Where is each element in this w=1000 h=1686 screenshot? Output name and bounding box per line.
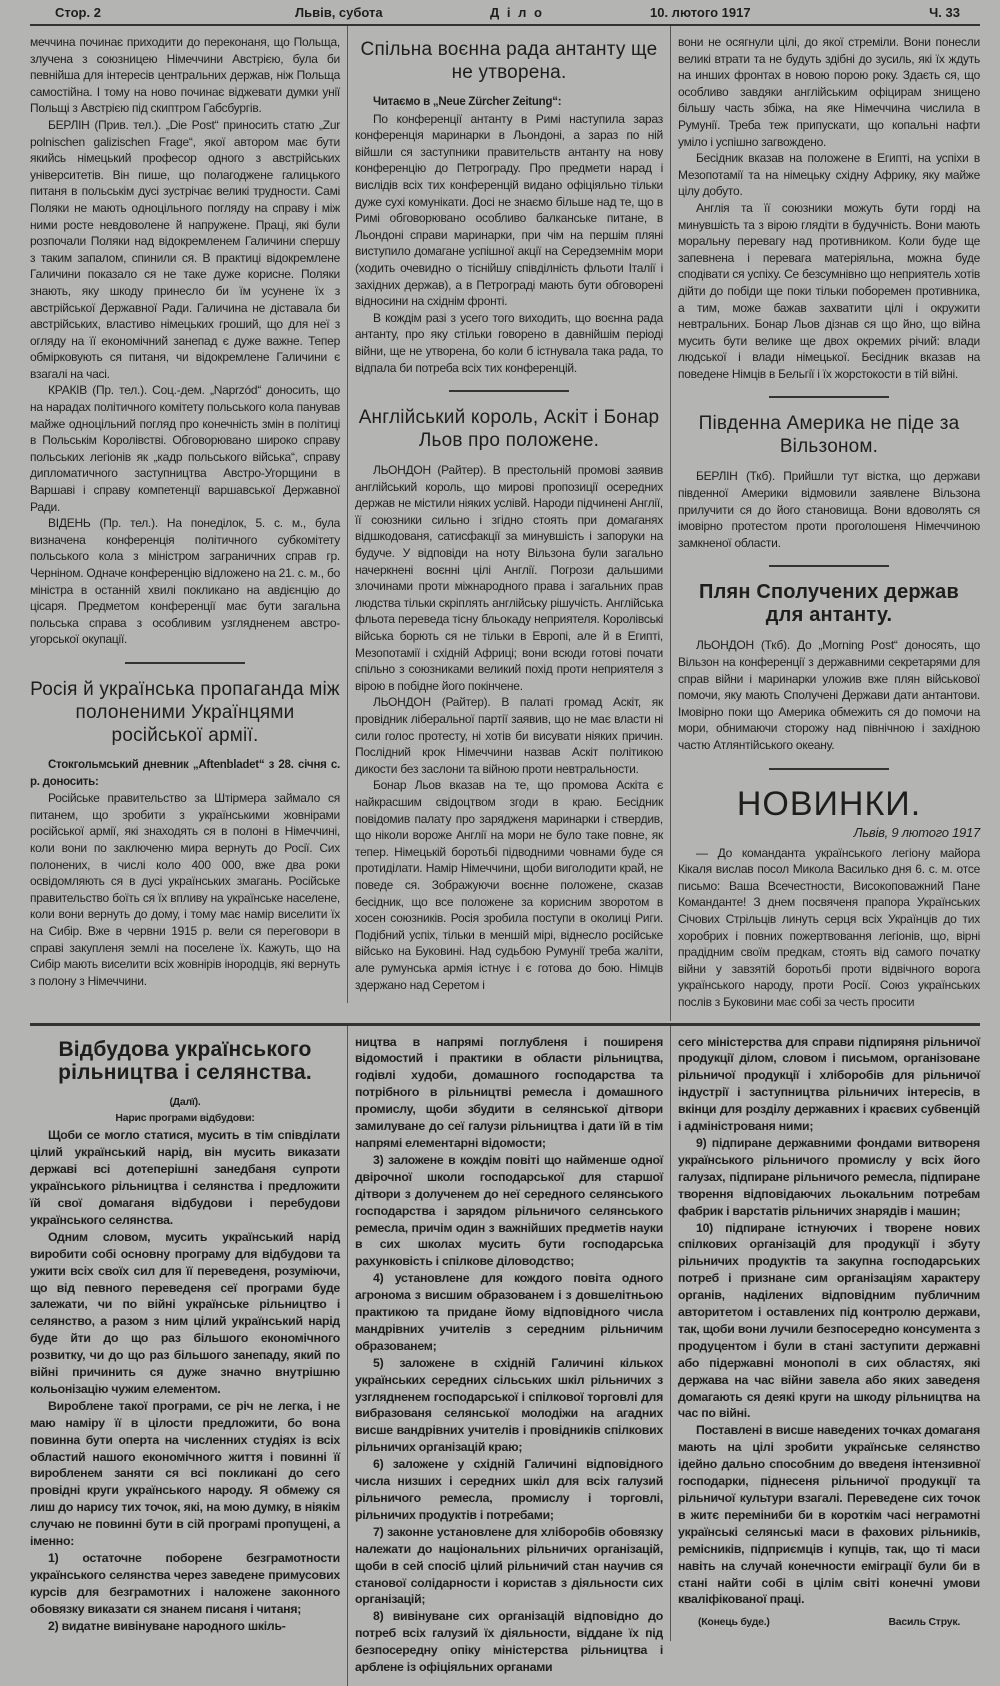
- page-number: Стор. 2: [55, 5, 101, 20]
- separator: [769, 768, 889, 770]
- paragraph: — До команданта українського легіону майора Кікаля вислав посол Микола Василько дня 6. с. м. отсе письмо: Ваша Всечестности, Високоповажний Пане Команданте! З днем посвяченя прапора Українських Січових Стрільців линуть серця всіх Українців до тих хоробрих і повних пожертвовання легіонів, що, вірні прадідним своїм предкам, стоять від самого початку війни у завзятій боротьбі проти відвічного ворога українського народу, проти Росії. Союз українських послів з Буковини має собі за честь просити: [678, 845, 980, 1009]
- paragraph: 1) остаточне поборене безграмотности українського селянства через заведене примусових курсів для безграмотних і наложене законного обовязку виказати ся знанем писаня і читаня;: [30, 1551, 340, 1616]
- separator: [449, 390, 569, 392]
- headline: Плян Сполучених держав для антанту.: [699, 581, 959, 627]
- top-column-1: [30, 26, 340, 999]
- continued-note: (Далї).: [169, 1095, 201, 1108]
- paragraph: Англія та її союзники можуть бути горді на минувшість та з вірою глядіти в будучність. Вони мають моральну перевагу над противником. Коли буде ще запевнена і перевага матеріяльна, можна буде сподівати ся успіху. Се безсумнівно що неприятель хотів дійти до побіди ще поки тільки поборемен противника, а тим, може бажав захватити цілі і окружити невтральних. Бонар Льов дізнав ся що йно, що війна мусить бути велике ще двох окремих річий: влади людської і влади німецької. Бесідник вказав на поведене Німців в Бельгії і їх жорстокости в тій війні.: [678, 200, 980, 381]
- bottom-column-1: [30, 1026, 340, 1645]
- paragraph: Поставлені в висше наведених точках домаганя мають на цілі зробити українське селянство ідейно дально способним до введеня інтензивної господарки, піднесеня рільничої продукції та рільничої культури взагалі. Переведене сих точок в житє переміниби би в короткім часі неграмотні українські селянські маси в фахових рільників, ремісників, підприємців і купців, так, що ті маси навіть на случай конечности еміграції були би в стані найти собі в цілім світі конечні умови кваліфікованої праці.: [678, 1423, 980, 1607]
- paragraph: Щоби се могло статися, мусить в тім співділати цілий український нарід, він мусить виказати державі всі дотеперішні занедбаня супроти українського рільництва і селянства і предложити їй свої домаганя відбудови і перебудови українського селянства.: [30, 1128, 340, 1227]
- headline: Південна Америка не піде за Вільзоном.: [698, 413, 960, 458]
- headline: Спільна воєнна рада антанту ще не утворена.: [360, 39, 658, 83]
- paragraph: ництва в напрямі поглубленя і поширеня відомостий і практики в области рільництва, годівлі худоби, домашного господарства та потрібного в рільництві ремесла і домашного промислу, щоби збудити в селянської дітвори замилуване до сеї галузи рільництва і дати їй в тім напрямі елементарні відомости;: [355, 1034, 663, 1150]
- paragraph: 3) заложене в кождім повіті що найменше одної двірочної школи господарської для старшої дітвори з долученем до неї середного селянського господарства і зарядом рільничого селянського ремесла, причім один з важнійших предметів науки в сих школах мусить бути господарська рахунковість і спілкове діловодство;: [355, 1152, 663, 1269]
- paragraph: КРАКІВ (Пр. тел.). Соц.-дем. „Naprzód“ доносить, що на нарадах політичного комітету польського кола панував майже одноцільний погляд про конечність змін в політиці в Польськім Королівстві. Обговорювано широко справу польських легіонів як „кадр польського війська“, справу дипломатичного заступництва Австро-Угорщини в Варшаві і справу компетенції варшавської Державної Ради.: [30, 383, 340, 514]
- paragraph: 9) підпиране державними фондами витвореня українського рільничого промислу у всіх його галузах, підпиране рільничого ремесла, підпиране творення відповідаючих льокальним потребам фабрик і варстатів рільничих знарядів і машин;: [678, 1135, 980, 1218]
- paragraph: По конференції антанту в Римі наступила зараз конференція маринарки в Льондоні, а зараз по ній війшли ся заступники правительств антанту на нову конференцію до Петрограду. Про предмети нарад і вислідів всіх тих конференцій видано офіціяльно тільки дуже сухі комунікати. Досі не знаємо більше над те, що в Римі обговорювано особливо балканське питане, в Льондоні справи маринарки, при чім на першім пляні виступило домагане успішної акції на Середземнім мори (ходить очевидно о тіснійшу співділність фльоти Італії і західних держав), а в Петрограді мають бути обговорені відносини на східнім фронті.: [355, 111, 663, 309]
- paragraph: 4) установлене для кождого повіта одного агронома з висшим образованем і з довшелітньою практикою та придане йому відповідного числа мандрівних учителів з середним рільничим образованем;: [355, 1271, 663, 1353]
- bottom-column-2: [347, 1026, 663, 1686]
- paragraph: БЕРЛІН (Ткб). Прийшли тут вістка, що держави південної Америки відмовили заявлене Вільзона прилучити ся до його становища. Вони вдоволять ся імовірно протестом проти проголошеня Німеччиною замкненої области.: [678, 469, 980, 550]
- author-signature: Василь Струк.: [888, 1616, 960, 1629]
- paragraph: 6) заложене у східній Галичині відповідного числа низших і середних шкіл для всіх галузий рільничого ремесла, промислу і торговлі, рільничих продуктів і потребами;: [355, 1457, 663, 1522]
- headline: Відбудова українського рільництва і селянства.: [58, 1037, 312, 1084]
- paragraph: Російське правительство за Штірмера займало ся питанем, що зробити з українськими жовнірами російської армії, які знаходять ся в полоні в Німеччині, коли вони по заключеню мира вернуть до Росії. Сих полонених, в числі коло 400 000, вже два роки освідомляють ся в дусі українських змагань. Російське правительство боїть ся їх впливу на українське населене, коли вони вернуть до дому, і тому має намір виселити їх на Сибір. Вже в червни 1915 р. вели ся переговори в справі закупленя землі на поселене їх. Кажуть, що на Сибір мають виселити всіх жовнірів інородців, які вернуть з полону з Німеччини.: [30, 791, 340, 988]
- dateline: Львів, 9 лютого 1917: [853, 824, 980, 840]
- end-note: (Конець буде.): [698, 1616, 770, 1629]
- paragraph: ВІДЕНЬ (Пр. тел.). На понеділок, 5. с. м., була визначена конференція політичного субкомітету польського кола з міністром заграничних справ гр. Черніном. Одначе конференцію відложено на 21. с. м., бо міністра в останній хвилі покликано на авдієнцію до цісаря. Предметом конференції має бути загальна польська справа з особливим узглядненем австро-угорської окупації.: [30, 516, 340, 647]
- headline: Росія й українська пропаганда між полоненими Українцями російської армії.: [30, 678, 340, 746]
- separator: [769, 565, 889, 567]
- issue-date: 10. лютого 1917: [650, 5, 751, 20]
- headline: Англійський король, Аскіт і Бонар Льов про положене.: [358, 407, 660, 452]
- issue-number: Ч. 33: [929, 5, 960, 20]
- paragraph: 10) підпиране істнуючих і творене нових спілкових організацій для продукції і збуту рільничих продуктів та закупна господарських потреб і признане сим організаціям характеру органів, наділених відповідним публичним авторитетом і оставлених під контролю держави, так, щоби вони лучили безпосередно консумента з продуцентом і були в стані заступити державні або підержавні монополі в сих областях, які держава на час війни завела або яких заведеня домагають ся деякі круги на шкоду рільництва на час по війні.: [678, 1220, 980, 1421]
- bottom-section: [30, 1026, 980, 1686]
- place-day: Львів, субота: [295, 5, 383, 20]
- paragraph: Вироблене такої програми, се річ не легка, і не маю наміру її в цілости предложити, бо вона повинна бути оперта на численних студіях із всіх областий нашого економічного життя і повинні її виробленем заняти ся всі покликані до сего провідні круги українського народу. Я обмежу ся лиш до нарису тих точок, які, на мою думку, в ніякім случаю не повинні бути в сій програмі пропущені, а іменно:: [30, 1398, 340, 1549]
- section-title-news: НОВИНКИ.: [736, 784, 922, 823]
- top-column-2: [347, 26, 663, 1003]
- paragraph: В кождім разі з усего того виходить, що воєнна рада антанту, про яку стільки говорено в давнійшім періоді війни, ще не утворена, бо коли б істнувала така рада, то відпала би потреба всіх тих конференцій.: [355, 310, 663, 375]
- paragraph: Бесідник вказав на положене в Египті, на успіхи в Мезопотамії та на німецьку східну Африку, яку майже цілу добуто.: [678, 151, 980, 199]
- paragraph: ЛЬОНДОН (Райтер). В престольній промові заявив англійський король, що мирові пропозиції осередних держав не містили ніяких услівй. Народи підчинені Англії, її союзники сильно і згідно стоять при домаганях відшкодованя, сатисфакції за минувшість і запоруки на будуче. У відповіди на ноту Вільзона були загально начеркнені воєнні цілі Англії. Погрози дальшими злочинами проти міжнародного права і загальних прав людства тільки скріплять англійську рішучість. Англійська фльота переведа тісну бльокаду неприятеля. Королівські війська борють ся не тільки в Европі, але й в Египті, Мезопотамії і східній Африці; вони всюди готові почати спільно з союзниками великий похід проти неприятеля з вірою в побідне його покінчене.: [355, 463, 663, 693]
- paragraph: вони не осягнули цілі, до якої стреміли. Вони понесли великі втрати та не будуть здібні до зусиль, які їх ждуть на инших фронтах в новою порою року. Здаєть ся, що особливо завдяки англійським офіцирам знищено більшу часть збіжа, на яке Німеччина числила в Румунії. Треба теж припускати, що копальні нафти уміло і успішно загвождено.: [678, 35, 980, 149]
- newspaper-title: Д і л о: [490, 5, 544, 20]
- article-footer: [678, 1614, 980, 1631]
- separator: [125, 662, 245, 664]
- paragraph: меччина починає приходити до переконаня, що Польща, злучена з союзницею Німеччини Австрією, була би певнійша для інтересів центральних держав, ніж Польща самостійна. І тому на ново починає віджевати думки унії Польщі з Австрією під скиптром Габсбургів.: [30, 35, 340, 116]
- paragraph: 8) вивінуване сих організацій відповідно до потреб всіх галузий їх діяльности, віддане їх під безпосередну опіку міністерства рільництва і арблене із офіціяльних органами: [355, 1609, 663, 1675]
- top-column-3: [670, 26, 980, 1021]
- article-intro: Стокгольмський дневник „Aftenbladet“ з 28. січня с. р. доносить:: [30, 758, 340, 788]
- paragraph: Одним словом, мусить український нарід виробити собі основну програму для відбудови та ужити всіх своїх сил для її переведеня, розуміючи, що від певного переведеня сеї програми буде залежати, чи по війні українське рільництво і селянство, а разом з ним цілий український нарід буде йти до що раз більшого економічного розвитку, чи до що раз більшого занепаду, який по війні причинить ся дуже значно внутрішню кольонізацію чужим елементом.: [30, 1229, 340, 1396]
- paragraph: ЛЬОНДОН (Райтер). В палаті громад Аскіт, як провідник ліберальної партії заявив, що не має власти ні сили голос протесту, ні хотів би висувати ніяких причин. Послідний крок Німеччини назвав Аскіт політикою дикости без заслони та війною проти невтральности.: [355, 695, 663, 776]
- top-section: [30, 26, 980, 1021]
- paragraph: ЛЬОНДОН (Ткб). До „Morning Post“ доносять, що Вільзон на конференції з державними секретарями для справ війни і маринарки уложив вже плян військової помочи, яку мають Сполучені Держави дати антантови. Імовірно поки що Америка обмежить ся до помочи на мори, обнимаючи сторожу над північною і західною частю Атлянтійського океану.: [678, 638, 980, 752]
- paragraph: сего міністерства для справи підпиряня рільничої продукції ділом, словом і письмом, організоване рільничої продукції і хліборобів для рільничої індустрії і заступництва рільничих інтересів, в вкінци для розділу державних і краєвих субвенцій і адміністрованя ними;: [678, 1034, 980, 1134]
- paragraph: 5) заложене в східній Галичині кількох українських середних сільських шкіл рільничих з узглядненем господарської і спілкової торговлі для вибразованя селянської молодіжи на агадних висше вандрівних учителів і провідників спілкових рільничих організацій краю;: [355, 1355, 663, 1455]
- paragraph: Бонар Льов вказав на те, що промова Аскіта є найкрасшим свідоцтвом згоди в краю. Бесідник повідомив палату про зарядженя маринарки і ствердив, що ніколи вороже Англії на мори не було таке повне, як тепер. Німецькій боротьбі підводними човнами буде ся протиділати. Намір Німеччини, щоби виголодити край, не поведе ся. Зображуючи воєнне положене, сказав бесідник, що все положене за корисним зворотом в хосен союзників. Росія зробила поступи в околиці Риги. Подібний успіх, тільки в меншій мірі, віднесло російське військо на Буковині. Над судьбою Румунії треба жаліти, але румунська армія істнує і є готова до бою. Німців здержано над Серетом і: [355, 778, 663, 992]
- page-header: [55, 0, 960, 24]
- paragraph: 2) видатне вивінуване народного шкіль-: [48, 1618, 286, 1633]
- separator: [769, 396, 889, 398]
- paragraph: БЕРЛІН (Прив. тел.). „Die Post“ приносить статю „Zur polnischen galizischen Frage“, якої автором має бути якийсь німецький професор одного з австрійських університетів. Він пише, що полагоджене галицького питаня в польськім дусі зустрічає великі трудности. Самі Поляки не мають одноцільного погляду на справу і між ними росте невдоволене й напружене. Праці, які були розпочали Поляки над відокремленем Галичини спершу з таким запалом, спинили ся. В практиці відокремлене Галичини показало ся не таке дуже корисне. Поляки знають, яку шкоду принесло би їм усунене їх з австрійської Державної Ради. Галичина не діставала би австрійських, властиво німецьких гроший, що для неї з огляду на її економічний занепад є дуже важне. Тепер обмірковують ся питаня, чи відокремлене Галичини є взагалі на часі.: [30, 117, 340, 381]
- bottom-column-3: [670, 1026, 980, 1642]
- subheading: Нарис програми відбудови:: [115, 1112, 255, 1125]
- paragraph: 7) законне установлене для хліборобів обовязку належати до національних рільничих організацій, щоби в сей спосіб цілий рільничий стан научив ся станової солідарности і користав з діяльности сих організацій;: [355, 1524, 663, 1607]
- article-intro: Читаємо в „Neue Zürcher Zeitung“:: [373, 96, 562, 108]
